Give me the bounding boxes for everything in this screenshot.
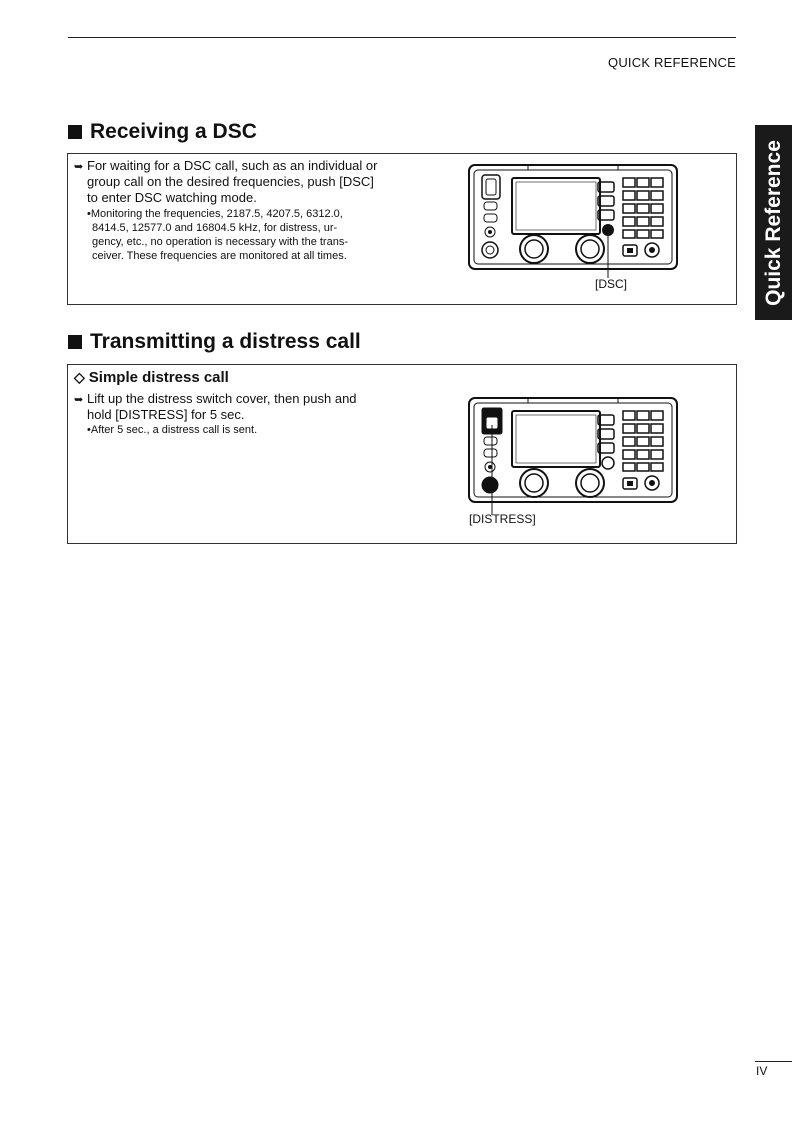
note-line: 8414.5, 12577.0 and 16804.5 kHz, for distress, ur- [92, 222, 338, 234]
step-line: group call on the desired frequencies, push [DSC] [87, 174, 374, 189]
running-header: QUICK REFERENCE [608, 55, 736, 70]
note-line: gency, etc., no operation is necessary with the trans- [92, 236, 348, 248]
arrow-bullet-icon: ➥ [74, 161, 84, 173]
step-line: to enter DSC watching mode. [87, 190, 257, 205]
callout-distress: [DISTRESS] [469, 512, 536, 526]
square-bullet-icon [68, 125, 82, 139]
subheading-text: Simple distress call [88, 369, 229, 386]
transmitting-note [87, 423, 385, 437]
side-tab-label: Quick Reference [761, 139, 785, 306]
receiving-box [67, 153, 737, 305]
section-title: Transmitting a distress call [90, 330, 361, 353]
footer-rule [755, 1061, 792, 1062]
side-tab [755, 125, 792, 320]
receiving-note [87, 207, 385, 263]
square-bullet-icon [68, 335, 82, 349]
section-heading-receiving [68, 120, 257, 144]
step-line: hold [DISTRESS] for 5 sec. [87, 407, 245, 422]
page-number: IV [756, 1064, 768, 1078]
note-line: •After 5 sec., a distress call is sent. [87, 424, 258, 436]
note-line: •Monitoring the frequencies, 2187.5, 4207.5, 6312.0, [87, 208, 343, 220]
note-line: ceiver. These frequencies are monitored at all times. [92, 250, 347, 262]
header-rule [68, 37, 736, 38]
transmitting-step [74, 391, 392, 423]
transmitting-box [67, 364, 737, 544]
arrow-bullet-icon: ➥ [74, 394, 84, 406]
section-title: Receiving a DSC [90, 120, 257, 143]
receiving-step [74, 158, 392, 206]
transceiver-dsc-illustration [468, 162, 680, 290]
section-heading-transmitting [68, 330, 361, 354]
step-line: Lift up the distress switch cover, then push and [87, 391, 357, 406]
callout-dsc: [DSC] [595, 277, 628, 291]
diamond-bullet-icon: ◇ [74, 369, 85, 385]
subheading-simple-distress [74, 369, 229, 386]
step-line: For waiting for a DSC call, such as an individual or [87, 158, 378, 173]
transceiver-distress-illustration [468, 395, 680, 515]
